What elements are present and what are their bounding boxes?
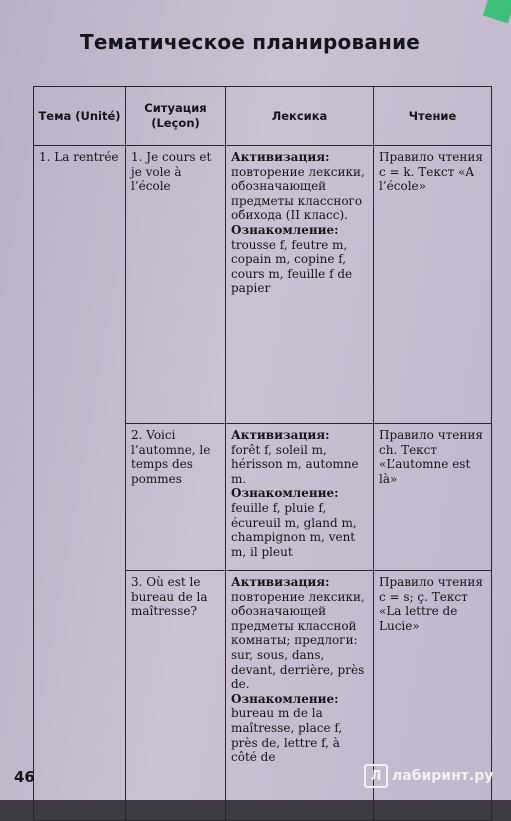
table-row [34,146,492,424]
theme-cell: 1. La rentrée [34,146,126,821]
reading-cell: Правило чтения ch. Текст «L’automne est là» [374,424,492,571]
reading-cell: Правило чтения c = s; ç. Текст «La lettre de Lucie» [374,571,492,821]
lexis-text: feuille f, pluie f, écureuil m, gland m, champignon m, vent m, il pleut [231,500,357,559]
lexis-text: forêt f, soleil m, hérisson m, automne m. [231,442,359,486]
situation-cell: 3. Où est le bureau de la maîtresse? [126,571,226,821]
watermark-text: лабиринт.ру [392,768,494,784]
header-situation: Ситуация (Leçon) [126,87,226,146]
lexis-heading: Ознакомление: [231,222,339,237]
watermark [364,765,493,787]
situation-cell: 1. Je cours et je vole à l’école [126,146,226,424]
header-lexis: Лексика [226,87,374,146]
lexis-cell [226,146,374,424]
planning-table [33,86,492,821]
lexis-heading: Ознакомление: [231,691,339,706]
page-title: Тематическое планирование [80,30,421,54]
header-theme: Тема (Unité) [34,87,126,146]
lexis-heading: Активизация: [231,575,330,589]
lexis-heading: Активизация: [231,428,330,442]
green-bookmark [483,0,511,23]
lexis-text: bureau m de la maîtresse, place f, près de, lettre f, à côté de [231,706,343,765]
situation-cell: 2. Voici l’automne, le temps des pommes [126,424,226,571]
header-reading: Чтение [374,87,492,146]
labirint-logo-icon: Л [364,764,388,788]
lexis-cell [226,571,374,821]
lexis-heading: Активизация: [231,150,330,164]
lexis-cell [226,424,374,571]
page-number: 46 [14,768,35,786]
lexis-text: повторение лексики, обозначающей предметы классной комнаты; предлоги: sur, sous, dans, devant, derrière, près de. [231,589,365,692]
lexis-text: trousse f, feutre m, copain m, copine f, cours m, feuille f de papier [231,237,353,296]
lexis-heading: Ознакомление: [231,486,339,501]
table-header-row [34,87,492,146]
reading-cell: Правило чтения c = k. Текст «A l’école» [374,146,492,424]
lexis-text: повторение лексики, обозначающей предметы классного обихода (II класс). [231,164,365,223]
